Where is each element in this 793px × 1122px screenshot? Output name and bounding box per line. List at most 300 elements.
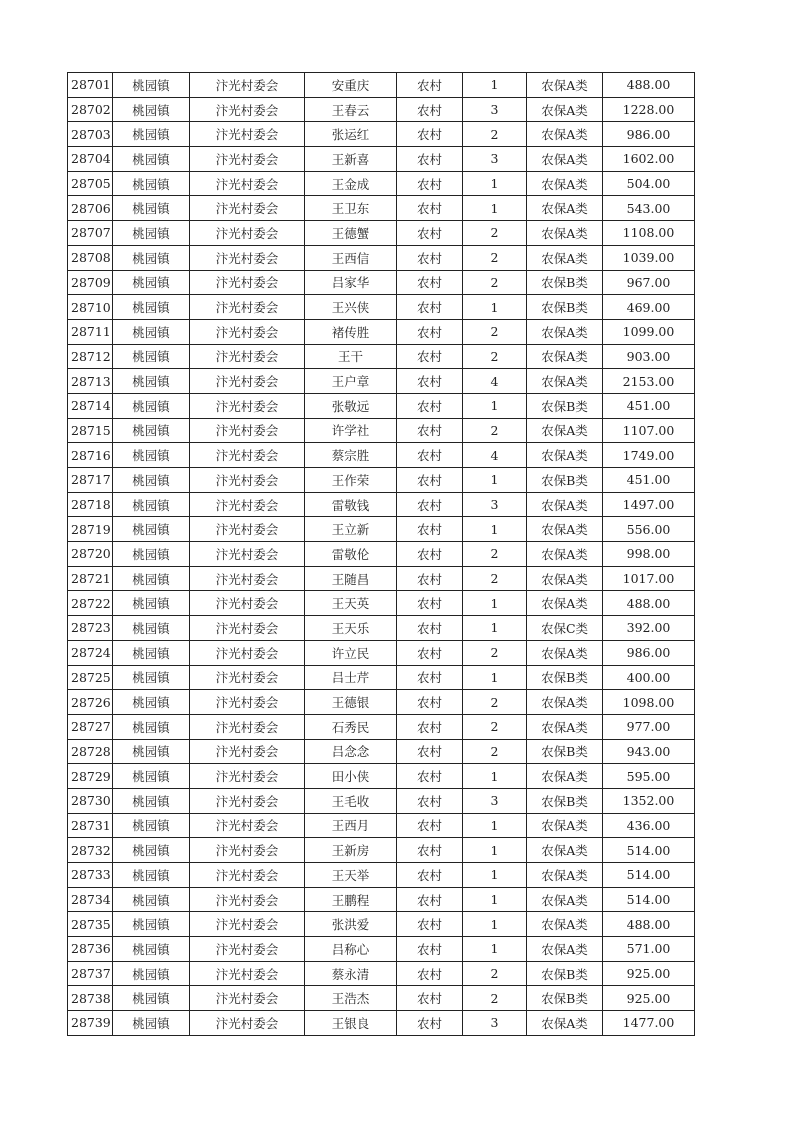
table-row (68, 566, 695, 591)
township-cell: 桃园镇 (113, 1011, 190, 1036)
village-committee-cell: 汴光村委会 (190, 492, 305, 517)
township-cell: 桃园镇 (113, 961, 190, 986)
township-cell: 桃园镇 (113, 566, 190, 591)
village-committee-cell: 汴光村委会 (190, 369, 305, 394)
amount-cell: 986.00 (603, 122, 695, 147)
record-id-cell: 28701 (68, 73, 113, 98)
household-type-cell: 农村 (397, 640, 463, 665)
household-size-cell: 1 (463, 838, 527, 863)
household-type-cell: 农村 (397, 813, 463, 838)
person-name-cell: 王天乐 (305, 616, 397, 641)
table-row (68, 393, 695, 418)
insurance-category-cell: 农保A类 (527, 369, 603, 394)
township-cell: 桃园镇 (113, 838, 190, 863)
township-cell: 桃园镇 (113, 986, 190, 1011)
record-id-cell: 28706 (68, 196, 113, 221)
insurance-category-cell: 农保A类 (527, 122, 603, 147)
insurance-category-cell: 农保A类 (527, 196, 603, 221)
township-cell: 桃园镇 (113, 690, 190, 715)
table-row (68, 961, 695, 986)
amount-cell: 504.00 (603, 171, 695, 196)
household-type-cell: 农村 (397, 295, 463, 320)
person-name-cell: 王天举 (305, 863, 397, 888)
household-type-cell: 农村 (397, 418, 463, 443)
record-id-cell: 28710 (68, 295, 113, 320)
amount-cell: 1602.00 (603, 147, 695, 172)
township-cell: 桃园镇 (113, 171, 190, 196)
insurance-category-cell: 农保B类 (527, 468, 603, 493)
village-committee-cell: 汴光村委会 (190, 73, 305, 98)
table-row (68, 344, 695, 369)
insurance-category-cell: 农保A类 (527, 245, 603, 270)
person-name-cell: 王西信 (305, 245, 397, 270)
person-name-cell: 石秀民 (305, 714, 397, 739)
household-size-cell: 1 (463, 665, 527, 690)
insurance-category-cell: 农保A类 (527, 887, 603, 912)
insurance-category-cell: 农保A类 (527, 443, 603, 468)
person-name-cell: 张敬远 (305, 393, 397, 418)
record-id-cell: 28715 (68, 418, 113, 443)
person-name-cell: 王浩杰 (305, 986, 397, 1011)
amount-cell: 943.00 (603, 739, 695, 764)
table-row (68, 838, 695, 863)
table-row (68, 863, 695, 888)
person-name-cell: 王新房 (305, 838, 397, 863)
table-row (68, 73, 695, 98)
record-id-cell: 28730 (68, 788, 113, 813)
township-cell: 桃园镇 (113, 393, 190, 418)
person-name-cell: 雷敬钱 (305, 492, 397, 517)
table-row (68, 492, 695, 517)
household-type-cell: 农村 (397, 887, 463, 912)
table-row (68, 443, 695, 468)
person-name-cell: 吕家华 (305, 270, 397, 295)
person-name-cell: 吕念念 (305, 739, 397, 764)
record-id-cell: 28712 (68, 344, 113, 369)
village-committee-cell: 汴光村委会 (190, 319, 305, 344)
person-name-cell: 王户章 (305, 369, 397, 394)
table-row (68, 245, 695, 270)
amount-cell: 392.00 (603, 616, 695, 641)
subsidy-table (67, 72, 695, 1036)
person-name-cell: 王新喜 (305, 147, 397, 172)
village-committee-cell: 汴光村委会 (190, 468, 305, 493)
insurance-category-cell: 农保A类 (527, 1011, 603, 1036)
table-row (68, 714, 695, 739)
record-id-cell: 28724 (68, 640, 113, 665)
amount-cell: 488.00 (603, 73, 695, 98)
amount-cell: 986.00 (603, 640, 695, 665)
amount-cell: 514.00 (603, 838, 695, 863)
township-cell: 桃园镇 (113, 73, 190, 98)
township-cell: 桃园镇 (113, 863, 190, 888)
person-name-cell: 王干 (305, 344, 397, 369)
village-committee-cell: 汴光村委会 (190, 443, 305, 468)
household-size-cell: 1 (463, 196, 527, 221)
village-committee-cell: 汴光村委会 (190, 961, 305, 986)
household-type-cell: 农村 (397, 171, 463, 196)
amount-cell: 903.00 (603, 344, 695, 369)
village-committee-cell: 汴光村委会 (190, 221, 305, 246)
household-size-cell: 1 (463, 863, 527, 888)
household-type-cell: 农村 (397, 468, 463, 493)
household-size-cell: 3 (463, 788, 527, 813)
insurance-category-cell: 农保A类 (527, 517, 603, 542)
person-name-cell: 王兴侠 (305, 295, 397, 320)
record-id-cell: 28702 (68, 97, 113, 122)
household-size-cell: 1 (463, 295, 527, 320)
table-row (68, 270, 695, 295)
household-type-cell: 农村 (397, 937, 463, 962)
amount-cell: 1228.00 (603, 97, 695, 122)
amount-cell: 571.00 (603, 937, 695, 962)
record-id-cell: 28708 (68, 245, 113, 270)
table-row (68, 147, 695, 172)
household-type-cell: 农村 (397, 443, 463, 468)
insurance-category-cell: 农保B类 (527, 739, 603, 764)
household-size-cell: 2 (463, 986, 527, 1011)
person-name-cell: 张洪爱 (305, 912, 397, 937)
insurance-category-cell: 农保B类 (527, 788, 603, 813)
household-type-cell: 农村 (397, 97, 463, 122)
insurance-category-cell: 农保A类 (527, 492, 603, 517)
insurance-category-cell: 农保A类 (527, 542, 603, 567)
amount-cell: 451.00 (603, 393, 695, 418)
record-id-cell: 28716 (68, 443, 113, 468)
township-cell: 桃园镇 (113, 245, 190, 270)
household-size-cell: 4 (463, 443, 527, 468)
amount-cell: 514.00 (603, 863, 695, 888)
insurance-category-cell: 农保A类 (527, 591, 603, 616)
insurance-category-cell: 农保A类 (527, 97, 603, 122)
township-cell: 桃园镇 (113, 788, 190, 813)
household-type-cell: 农村 (397, 566, 463, 591)
household-size-cell: 1 (463, 171, 527, 196)
village-committee-cell: 汴光村委会 (190, 196, 305, 221)
township-cell: 桃园镇 (113, 221, 190, 246)
table-row (68, 1011, 695, 1036)
person-name-cell: 王西月 (305, 813, 397, 838)
table-row (68, 171, 695, 196)
household-size-cell: 2 (463, 122, 527, 147)
table-row (68, 937, 695, 962)
record-id-cell: 28721 (68, 566, 113, 591)
village-committee-cell: 汴光村委会 (190, 270, 305, 295)
village-committee-cell: 汴光村委会 (190, 764, 305, 789)
township-cell: 桃园镇 (113, 640, 190, 665)
person-name-cell: 张运红 (305, 122, 397, 147)
household-size-cell: 2 (463, 690, 527, 715)
person-name-cell: 王金成 (305, 171, 397, 196)
household-size-cell: 1 (463, 73, 527, 98)
table-row (68, 542, 695, 567)
amount-cell: 488.00 (603, 912, 695, 937)
township-cell: 桃园镇 (113, 764, 190, 789)
household-type-cell: 农村 (397, 838, 463, 863)
village-committee-cell: 汴光村委会 (190, 616, 305, 641)
record-id-cell: 28705 (68, 171, 113, 196)
household-type-cell: 农村 (397, 591, 463, 616)
record-id-cell: 28726 (68, 690, 113, 715)
household-size-cell: 3 (463, 147, 527, 172)
record-id-cell: 28727 (68, 714, 113, 739)
record-id-cell: 28725 (68, 665, 113, 690)
person-name-cell: 蔡宗胜 (305, 443, 397, 468)
table-row (68, 122, 695, 147)
table-row (68, 517, 695, 542)
table-row (68, 912, 695, 937)
household-size-cell: 1 (463, 887, 527, 912)
household-type-cell: 农村 (397, 665, 463, 690)
village-committee-cell: 汴光村委会 (190, 986, 305, 1011)
insurance-category-cell: 农保B类 (527, 665, 603, 690)
household-size-cell: 2 (463, 319, 527, 344)
record-id-cell: 28735 (68, 912, 113, 937)
amount-cell: 1352.00 (603, 788, 695, 813)
person-name-cell: 王作荣 (305, 468, 397, 493)
person-name-cell: 王天英 (305, 591, 397, 616)
village-committee-cell: 汴光村委会 (190, 937, 305, 962)
township-cell: 桃园镇 (113, 887, 190, 912)
insurance-category-cell: 农保A类 (527, 73, 603, 98)
table-row (68, 887, 695, 912)
record-id-cell: 28703 (68, 122, 113, 147)
household-type-cell: 农村 (397, 393, 463, 418)
village-committee-cell: 汴光村委会 (190, 245, 305, 270)
village-committee-cell: 汴光村委会 (190, 1011, 305, 1036)
household-type-cell: 农村 (397, 319, 463, 344)
insurance-category-cell: 农保A类 (527, 764, 603, 789)
insurance-category-cell: 农保B类 (527, 961, 603, 986)
village-committee-cell: 汴光村委会 (190, 912, 305, 937)
insurance-category-cell: 农保B类 (527, 393, 603, 418)
village-committee-cell: 汴光村委会 (190, 863, 305, 888)
person-name-cell: 安重庆 (305, 73, 397, 98)
amount-cell: 543.00 (603, 196, 695, 221)
household-type-cell: 农村 (397, 542, 463, 567)
table-row (68, 764, 695, 789)
township-cell: 桃园镇 (113, 270, 190, 295)
household-size-cell: 3 (463, 97, 527, 122)
village-committee-cell: 汴光村委会 (190, 122, 305, 147)
township-cell: 桃园镇 (113, 542, 190, 567)
insurance-category-cell: 农保A类 (527, 690, 603, 715)
amount-cell: 1749.00 (603, 443, 695, 468)
amount-cell: 1107.00 (603, 418, 695, 443)
record-id-cell: 28714 (68, 393, 113, 418)
amount-cell: 469.00 (603, 295, 695, 320)
village-committee-cell: 汴光村委会 (190, 739, 305, 764)
village-committee-cell: 汴光村委会 (190, 418, 305, 443)
township-cell: 桃园镇 (113, 937, 190, 962)
township-cell: 桃园镇 (113, 591, 190, 616)
village-committee-cell: 汴光村委会 (190, 665, 305, 690)
village-committee-cell: 汴光村委会 (190, 838, 305, 863)
village-committee-cell: 汴光村委会 (190, 591, 305, 616)
household-type-cell: 农村 (397, 788, 463, 813)
person-name-cell: 蔡永清 (305, 961, 397, 986)
household-size-cell: 2 (463, 542, 527, 567)
village-committee-cell: 汴光村委会 (190, 813, 305, 838)
table-row (68, 640, 695, 665)
insurance-category-cell: 农保C类 (527, 616, 603, 641)
township-cell: 桃园镇 (113, 714, 190, 739)
village-committee-cell: 汴光村委会 (190, 640, 305, 665)
amount-cell: 1477.00 (603, 1011, 695, 1036)
table-row (68, 690, 695, 715)
person-name-cell: 褚传胜 (305, 319, 397, 344)
table-row (68, 665, 695, 690)
household-size-cell: 2 (463, 270, 527, 295)
township-cell: 桃园镇 (113, 319, 190, 344)
household-type-cell: 农村 (397, 961, 463, 986)
household-size-cell: 1 (463, 616, 527, 641)
table-row (68, 221, 695, 246)
record-id-cell: 28734 (68, 887, 113, 912)
household-size-cell: 1 (463, 813, 527, 838)
record-id-cell: 28733 (68, 863, 113, 888)
township-cell: 桃园镇 (113, 813, 190, 838)
record-id-cell: 28722 (68, 591, 113, 616)
insurance-category-cell: 农保A类 (527, 640, 603, 665)
township-cell: 桃园镇 (113, 443, 190, 468)
township-cell: 桃园镇 (113, 344, 190, 369)
township-cell: 桃园镇 (113, 97, 190, 122)
record-id-cell: 28731 (68, 813, 113, 838)
person-name-cell: 王卫东 (305, 196, 397, 221)
insurance-category-cell: 农保A类 (527, 838, 603, 863)
household-type-cell: 农村 (397, 73, 463, 98)
township-cell: 桃园镇 (113, 295, 190, 320)
record-id-cell: 28707 (68, 221, 113, 246)
township-cell: 桃园镇 (113, 739, 190, 764)
insurance-category-cell: 农保B类 (527, 295, 603, 320)
record-id-cell: 28739 (68, 1011, 113, 1036)
household-size-cell: 2 (463, 221, 527, 246)
household-type-cell: 农村 (397, 690, 463, 715)
table-row (68, 369, 695, 394)
household-size-cell: 1 (463, 912, 527, 937)
table-body (68, 73, 695, 1036)
household-size-cell: 2 (463, 739, 527, 764)
village-committee-cell: 汴光村委会 (190, 690, 305, 715)
household-size-cell: 1 (463, 393, 527, 418)
record-id-cell: 28719 (68, 517, 113, 542)
record-id-cell: 28717 (68, 468, 113, 493)
household-size-cell: 2 (463, 245, 527, 270)
person-name-cell: 王鹏程 (305, 887, 397, 912)
person-name-cell: 许立民 (305, 640, 397, 665)
insurance-category-cell: 农保A类 (527, 418, 603, 443)
amount-cell: 998.00 (603, 542, 695, 567)
household-size-cell: 2 (463, 714, 527, 739)
table-row (68, 788, 695, 813)
record-id-cell: 28709 (68, 270, 113, 295)
household-size-cell: 1 (463, 517, 527, 542)
record-id-cell: 28738 (68, 986, 113, 1011)
person-name-cell: 王德蟹 (305, 221, 397, 246)
household-size-cell: 3 (463, 1011, 527, 1036)
household-type-cell: 农村 (397, 517, 463, 542)
person-name-cell: 王随昌 (305, 566, 397, 591)
township-cell: 桃园镇 (113, 468, 190, 493)
table-row (68, 196, 695, 221)
record-id-cell: 28737 (68, 961, 113, 986)
person-name-cell: 王德银 (305, 690, 397, 715)
household-type-cell: 农村 (397, 863, 463, 888)
household-type-cell: 农村 (397, 221, 463, 246)
table-row (68, 319, 695, 344)
person-name-cell: 王银良 (305, 1011, 397, 1036)
township-cell: 桃园镇 (113, 418, 190, 443)
village-committee-cell: 汴光村委会 (190, 714, 305, 739)
table-row (68, 986, 695, 1011)
household-type-cell: 农村 (397, 122, 463, 147)
household-size-cell: 2 (463, 344, 527, 369)
record-id-cell: 28723 (68, 616, 113, 641)
amount-cell: 977.00 (603, 714, 695, 739)
insurance-category-cell: 农保A类 (527, 813, 603, 838)
table-row (68, 616, 695, 641)
household-type-cell: 农村 (397, 714, 463, 739)
village-committee-cell: 汴光村委会 (190, 566, 305, 591)
household-size-cell: 4 (463, 369, 527, 394)
household-type-cell: 农村 (397, 492, 463, 517)
village-committee-cell: 汴光村委会 (190, 171, 305, 196)
record-id-cell: 28736 (68, 937, 113, 962)
township-cell: 桃园镇 (113, 369, 190, 394)
village-committee-cell: 汴光村委会 (190, 887, 305, 912)
household-type-cell: 农村 (397, 344, 463, 369)
amount-cell: 595.00 (603, 764, 695, 789)
insurance-category-cell: 农保A类 (527, 863, 603, 888)
amount-cell: 967.00 (603, 270, 695, 295)
amount-cell: 451.00 (603, 468, 695, 493)
insurance-category-cell: 农保A类 (527, 319, 603, 344)
household-type-cell: 农村 (397, 245, 463, 270)
amount-cell: 925.00 (603, 961, 695, 986)
household-type-cell: 农村 (397, 739, 463, 764)
household-size-cell: 1 (463, 591, 527, 616)
table-row (68, 813, 695, 838)
amount-cell: 2153.00 (603, 369, 695, 394)
amount-cell: 1099.00 (603, 319, 695, 344)
household-size-cell: 2 (463, 961, 527, 986)
village-committee-cell: 汴光村委会 (190, 788, 305, 813)
household-size-cell: 1 (463, 764, 527, 789)
amount-cell: 1108.00 (603, 221, 695, 246)
person-name-cell: 王立新 (305, 517, 397, 542)
village-committee-cell: 汴光村委会 (190, 393, 305, 418)
household-size-cell: 1 (463, 937, 527, 962)
insurance-category-cell: 农保A类 (527, 912, 603, 937)
township-cell: 桃园镇 (113, 492, 190, 517)
village-committee-cell: 汴光村委会 (190, 147, 305, 172)
amount-cell: 556.00 (603, 517, 695, 542)
township-cell: 桃园镇 (113, 122, 190, 147)
record-id-cell: 28711 (68, 319, 113, 344)
insurance-category-cell: 农保A类 (527, 937, 603, 962)
person-name-cell: 吕士芹 (305, 665, 397, 690)
village-committee-cell: 汴光村委会 (190, 295, 305, 320)
table-row (68, 97, 695, 122)
person-name-cell: 田小侠 (305, 764, 397, 789)
amount-cell: 514.00 (603, 887, 695, 912)
amount-cell: 1017.00 (603, 566, 695, 591)
table-row (68, 295, 695, 320)
village-committee-cell: 汴光村委会 (190, 517, 305, 542)
record-id-cell: 28729 (68, 764, 113, 789)
